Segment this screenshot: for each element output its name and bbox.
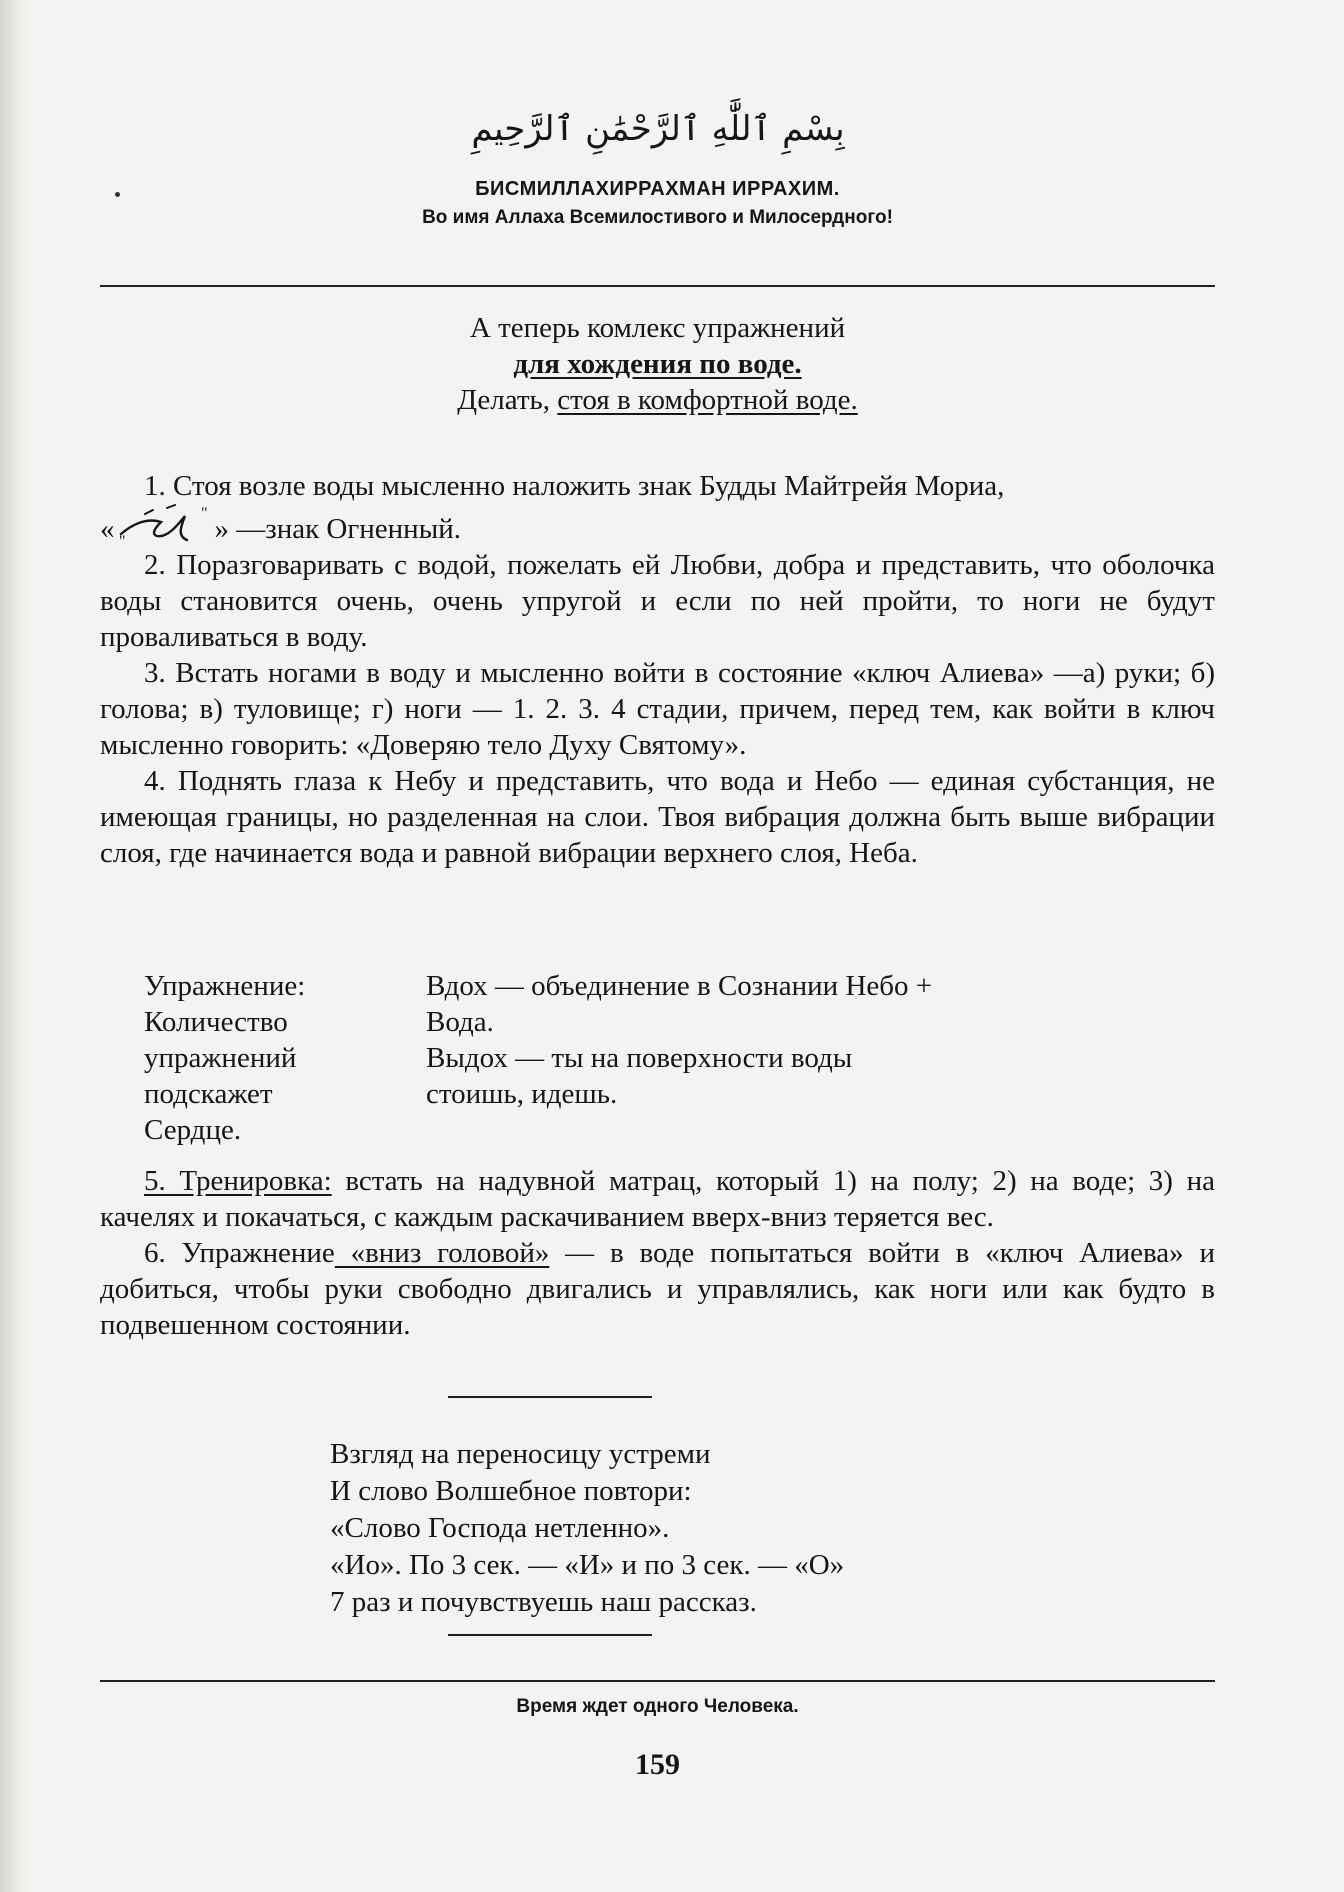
bismillah-title: БИСМИЛЛАХИРРАХМАН ИРРАХИМ. (475, 178, 840, 200)
footer-motto: Время ждет одного Человека. (516, 1696, 799, 1717)
page-spine-shadow (0, 0, 32, 1892)
poem-line: 7 раз и почувствуешь наш рассказ. (330, 1586, 757, 1618)
item-2: 2. Поразговаривать с водой, пожелать ей Любви, добра и представить, что оболочка воды становится очень, очень упругой и если по ней пройти, то ноги не будут проваливаться в воду. (100, 549, 1215, 653)
sign-open-quote: « (100, 513, 115, 545)
intro-line-3 (100, 382, 1215, 418)
exercise-row (144, 1112, 1144, 1148)
exercise-right (426, 1112, 1144, 1148)
poem-bottom-rule (448, 1634, 652, 1636)
exercise-row (144, 1004, 1144, 1040)
exercise-list (100, 468, 1215, 871)
intro-line-3-underlined: стоя в комфортной воде. (557, 384, 858, 416)
header-rule (100, 285, 1215, 287)
poem-line: «Ио». По 3 сек. — «И» и по 3 сек. — «О» (330, 1549, 845, 1581)
sign-caption: » —знак Огненный. (214, 513, 461, 545)
header (100, 88, 1215, 229)
intro-line-2: для хождения по воде. (513, 348, 802, 380)
calligraphy-text: بِسْمِ ٱللَّٰهِ ٱلرَّحْمَٰنِ ٱلرَّحِيمِ (470, 109, 845, 149)
item-5 (100, 1163, 1215, 1235)
exercise-row (144, 1076, 1144, 1112)
item-6-text: — в воде попытаться войти в «ключ Алиева» и добиться, чтобы руки свободно двигались и управлялись, как ноги или как будто в подвешенном состоянии. (100, 1237, 1215, 1341)
item-1-sign-line (100, 504, 1215, 550)
poem-top-rule (448, 1396, 652, 1398)
exercise-row (144, 1040, 1144, 1076)
poem-line: «Слово Господа нетленно». (330, 1512, 670, 1544)
maitreya-sign-icon (115, 504, 215, 550)
exercise-left: Сердце. (144, 1114, 242, 1146)
item-6-underlined: «вниз головой» (334, 1237, 550, 1269)
footer-rule (100, 1680, 1215, 1682)
svg-text:": " (118, 533, 126, 550)
exercise-right: Вода. (426, 1006, 494, 1038)
poem-line: И слово Волшебное повтори: (330, 1475, 692, 1507)
poem-line: Взгляд на переносицу устреми (330, 1438, 711, 1470)
exercise-list-continued (100, 1163, 1215, 1343)
item-4: 4. Поднять глаза к Небу и представить, что вода и Небо — единая субстанция, не имеющая границы, но разделенная на слои. Твоя вибрация должна быть выше вибрации слоя, где начинается вода и равной вибрации верхнего слоя, Неба. (100, 765, 1215, 869)
item-5-text: встать на надувной матрац, который 1) на полу; 2) на воде; 3) на качелях и покачаться, с каждым раскачиванием вверх-вниз теряется вес. (100, 1165, 1215, 1233)
exercise-right: Вдох — объединение в Сознании Небо + (426, 970, 933, 1002)
exercise-right: Выдох — ты на поверхности воды (426, 1042, 853, 1074)
exercise-left: Количество (144, 1006, 288, 1038)
exercise-right: стоишь, идешь. (426, 1078, 618, 1110)
page-number: 159 (635, 1748, 680, 1781)
exercise-left: Упражнение: (144, 970, 306, 1002)
exercise-left: упражнений (144, 1042, 297, 1074)
item-6-start: 6. Упражнение (144, 1237, 335, 1269)
bismillah-subtitle: Во имя Аллаха Всемилостивого и Милосердного! (422, 207, 893, 228)
intro-block (100, 310, 1215, 418)
svg-text:": " (200, 505, 208, 522)
intro-line-1: А теперь комлекс упражнений (469, 312, 846, 344)
bismillah-calligraphy (470, 88, 845, 168)
poem (330, 1436, 844, 1621)
exercise-left: подскажет (144, 1078, 273, 1110)
item-3: 3. Встать ногами в воду и мысленно войти в состояние «ключ Алиева» —а) руки; б) голова; в) туловище; г) ноги — 1. 2. 3. 4 стадии, причем, перед тем, как войти в ключ мысленно говорить: «Доверяю тело Духу Святому». (100, 657, 1215, 761)
item-5-heading: 5. Тренировка: (144, 1165, 332, 1197)
exercise-row (144, 968, 1144, 1004)
item-1: 1. Стоя возле воды мысленно наложить знак Будды Майтрейя Мориа, (144, 470, 1005, 502)
exercise-table (144, 968, 1144, 1148)
item-6 (100, 1235, 1215, 1343)
intro-line-3-plain: Делать, (457, 384, 558, 416)
